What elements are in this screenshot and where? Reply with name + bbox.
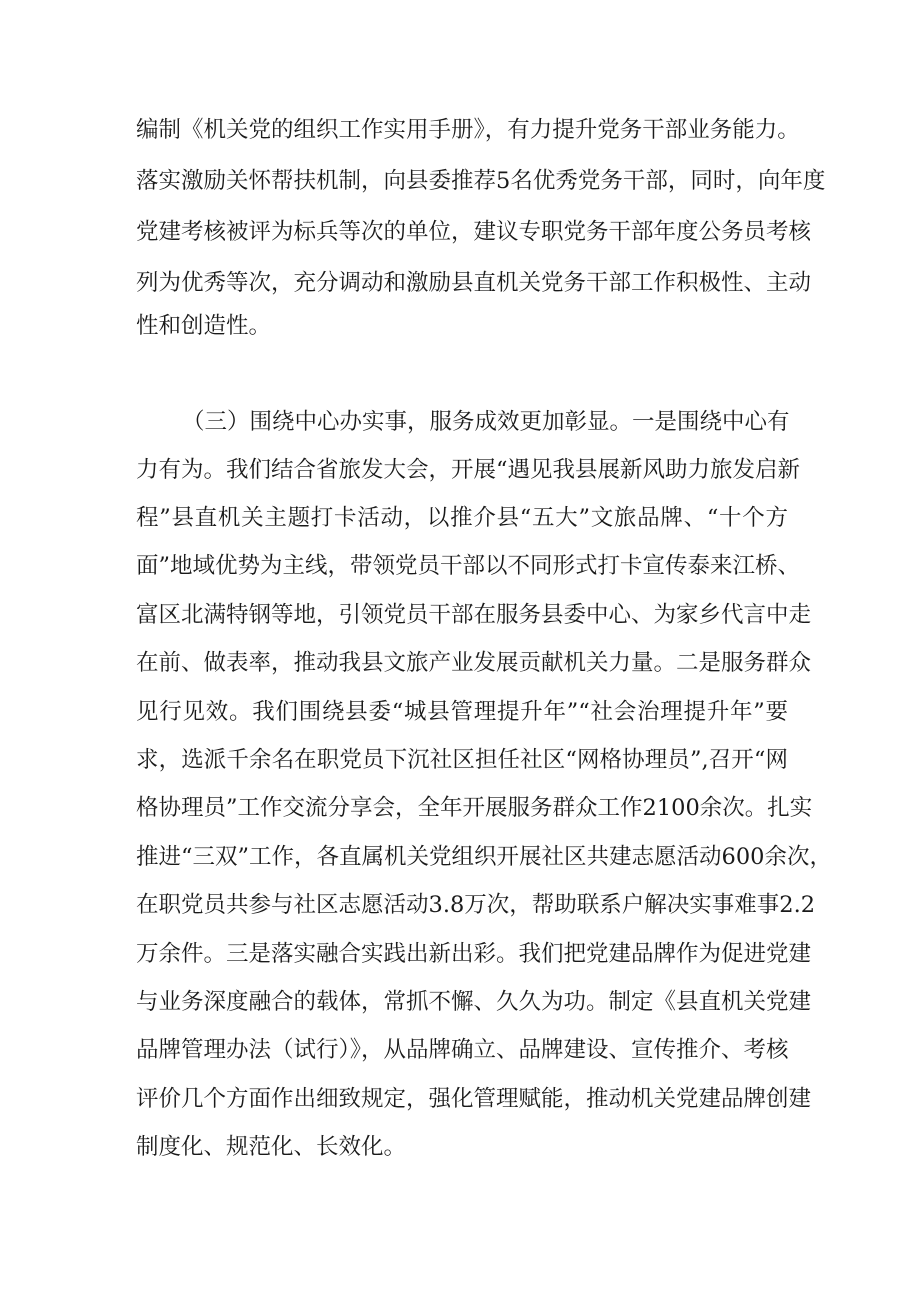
text-line: 推进“三双”工作，各直属机关党组织开展社区共建志愿活动600余次， — [136, 844, 832, 870]
text-line: 品牌管理办法（试行）》，从品牌确立、品牌建设、宣传推介、考核 — [136, 1037, 789, 1063]
text-line: 在前、做表率，推动我县文旅产业发展贡献机关力量。二是服务群众 — [136, 650, 812, 676]
text-line: 见行见效。我们围绕县委“城县管理提升年”“社会治理提升年”要 — [136, 699, 788, 725]
text-line: 求，选派千余名在职党员下沉社区担任社区“网格协理员”,召开“网 — [136, 747, 788, 773]
text-line: 格协理员”工作交流分享会，全年开展服务群众工作2100余次。扎实 — [136, 795, 813, 821]
text-line: 程”县直机关主题打卡活动，以推介县“五大”文旅品牌、“十个方 — [136, 505, 788, 531]
text-line: 力有为。我们结合省旅发大会，开展“遇见我县展新风助力旅发启新 — [136, 457, 801, 483]
text-line: 在职党员共参与社区志愿活动3.8万次，帮助联系户解决实事难事2.2 — [136, 892, 816, 918]
text-line: 编制《机关党的组织工作实用手册》，有力提升党务干部业务能力。 — [136, 117, 800, 143]
text-line: 党建考核被评为标兵等次的单位，建议专职党务干部年度公务员考核 — [136, 219, 812, 245]
text-line: 与业务深度融合的载体，常抓不懈、久久为功。制定《县直机关党建 — [136, 989, 812, 1015]
text-line: 富区北满特钢等地，引领党员干部在服务县委中心、为家乡代言中走 — [136, 602, 812, 628]
section-heading-line: （三）围绕中心办实事，服务成效更加彰显。一是围绕中心有 — [182, 409, 790, 435]
text-line: 万余件。三是落实融合实践出新出彩。我们把党建品牌作为促进党建 — [136, 941, 812, 967]
text-line: 制度化、规范化、长效化。 — [136, 1134, 407, 1160]
text-line: 评价几个方面作出细致规定，强化管理赋能，推动机关党建品牌创建 — [136, 1086, 812, 1112]
text-line: 性和创造性。 — [136, 313, 272, 339]
text-line: 列为优秀等次，充分调动和激励县直机关党务干部工作积极性、主动 — [136, 270, 812, 296]
text-line: 面”地域优势为主线，带领党员干部以不同形式打卡宣传泰来江桥、 — [136, 553, 801, 579]
text-line: 落实激励关怀帮扶机制，向县委推荐5名优秀党务干部，同时，向年度 — [136, 168, 826, 194]
